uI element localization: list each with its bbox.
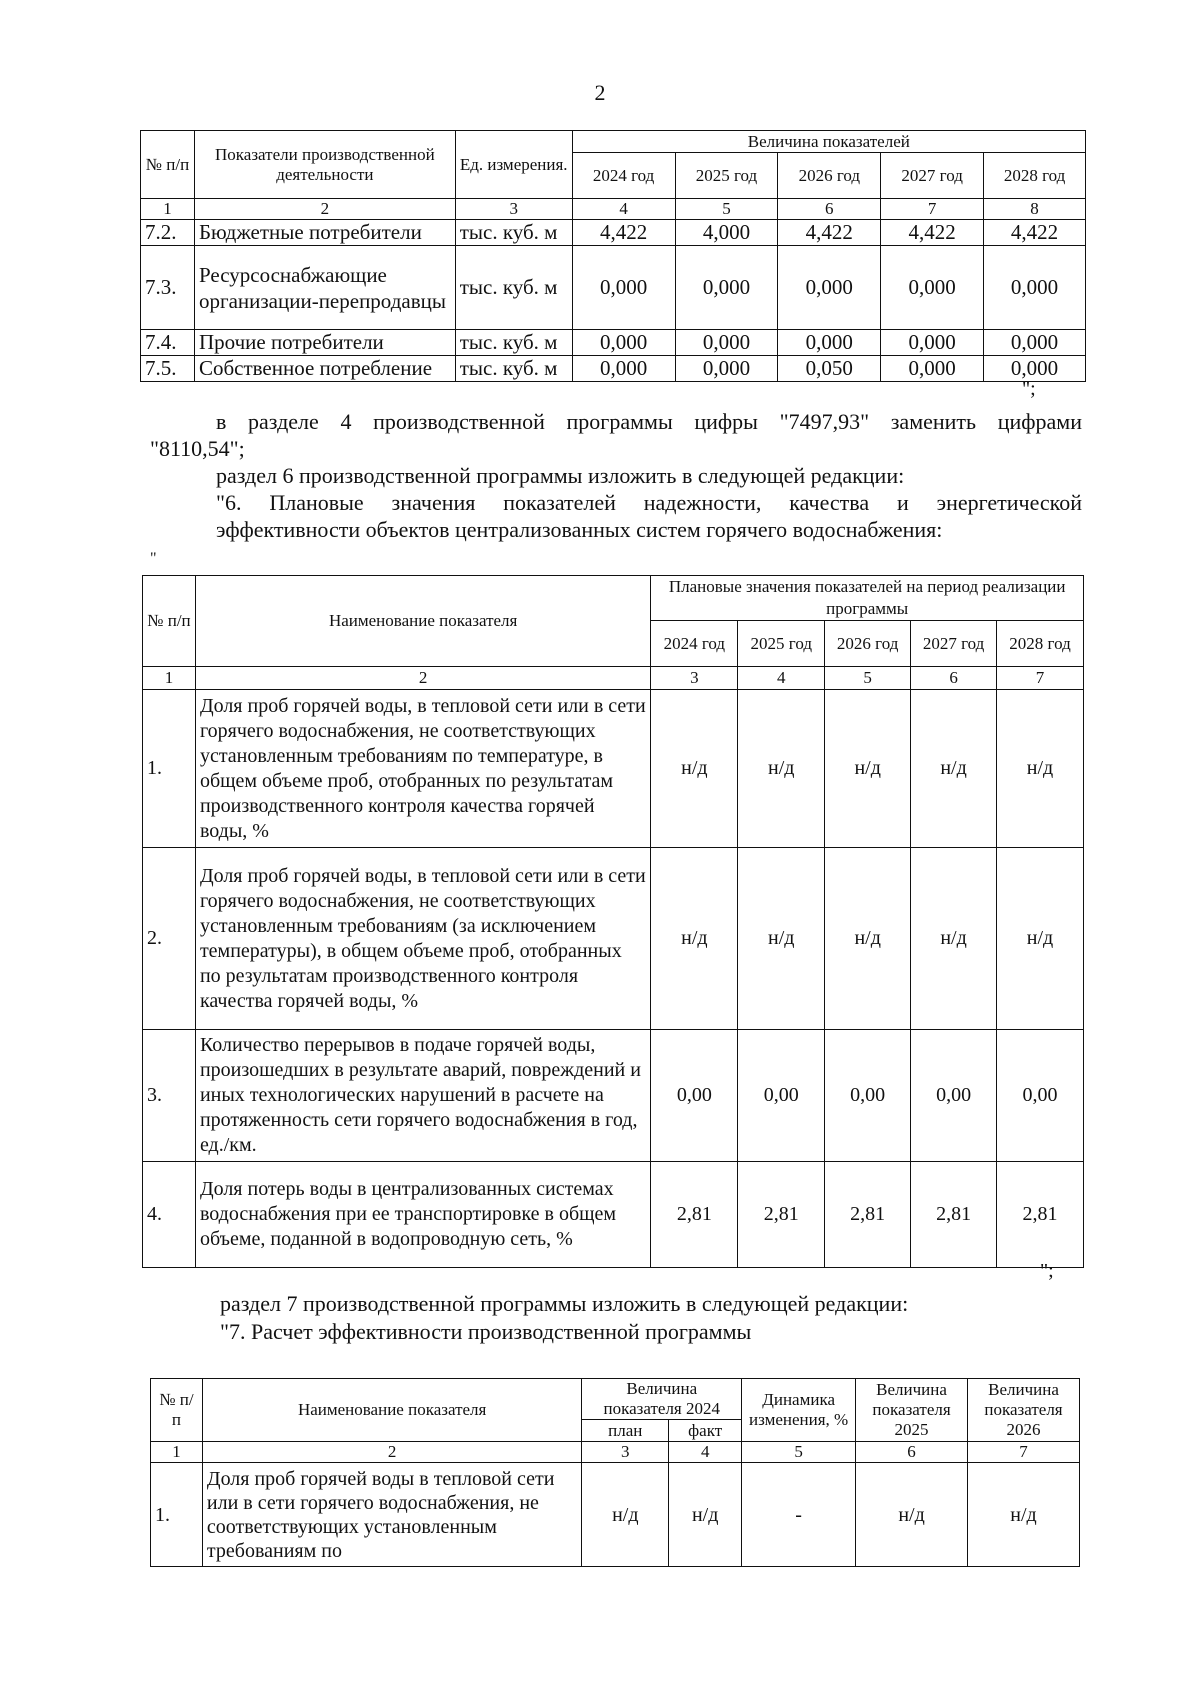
row-unit: тыс. куб. м: [455, 220, 572, 246]
header-year: 2025 год: [738, 621, 825, 667]
index-cell: 5: [825, 667, 911, 690]
index-cell: 3: [455, 199, 572, 220]
page-number: 2: [594, 80, 606, 105]
row-value: 2,81: [651, 1162, 738, 1268]
row-name: Собственное потребление: [194, 356, 455, 382]
header-indicator: Наименование показателя: [202, 1379, 581, 1442]
index-cell: 2: [194, 199, 455, 220]
header-values-group: Величина показателей: [572, 131, 1085, 153]
row-value: н/д: [911, 690, 997, 848]
row-value: 0,000: [984, 330, 1086, 356]
header-num: № п/п: [143, 576, 196, 667]
index-cell: 6: [856, 1442, 968, 1463]
table-row: [143, 690, 1084, 848]
row-value: н/д: [669, 1463, 742, 1567]
table-row: [143, 848, 1084, 1030]
header-year: 2025 год: [675, 153, 778, 199]
index-cell: 4: [738, 667, 825, 690]
index-cell: 8: [984, 199, 1086, 220]
row-num: 1.: [143, 690, 196, 848]
closing-quote-mark: ";: [1040, 1260, 1054, 1282]
header-plan: план: [582, 1420, 669, 1442]
row-num: 7.5.: [141, 356, 195, 382]
header-value-2024: Величина показателя 2024: [582, 1379, 742, 1420]
paragraph-line: раздел 6 производственной программы изложить в следующей редакции:: [216, 463, 905, 488]
row-name: Ресурсоснабжающие организации-перепродавцы: [194, 246, 455, 330]
row-num: 7.2.: [141, 220, 195, 246]
row-name: Доля потерь воды в централизованных системах водоснабжения при ее транспортировке в общем объеме, поданной в водопроводную сеть, %: [195, 1162, 650, 1268]
row-num: 4.: [143, 1162, 196, 1268]
header-year: 2026 год: [825, 621, 911, 667]
row-value: н/д: [997, 690, 1084, 848]
row-name: Доля проб горячей воды, в тепловой сети или в сети горячего водоснабжения, не соответствующих установленным требованиям (за исключением температуры), в общем объеме проб, отобранных по результатам производственного контроля качества горячей воды, %: [195, 848, 650, 1030]
index-cell: 7: [997, 667, 1084, 690]
row-num: 7.4.: [141, 330, 195, 356]
row-name: Бюджетные потребители: [194, 220, 455, 246]
row-value: 4,000: [675, 220, 778, 246]
index-cell: 2: [195, 667, 650, 690]
header-values-group: Плановые значения показателей на период реализации программы: [651, 576, 1084, 621]
row-value: н/д: [968, 1463, 1080, 1567]
paragraph-line: раздел 7 производственной программы изложить в следующей редакции:: [220, 1291, 909, 1316]
row-unit: тыс. куб. м: [455, 330, 572, 356]
row-value: 0,000: [675, 246, 778, 330]
row-value: 0,00: [738, 1030, 825, 1162]
table-row: [143, 1030, 1084, 1162]
efficiency-calculation-table: [150, 1378, 1080, 1567]
header-year: 2028 год: [997, 621, 1084, 667]
section-heading: "7. Расчет эффективности производственной программы: [220, 1319, 752, 1344]
row-name: Прочие потребители: [194, 330, 455, 356]
closing-quote-mark: ";: [1022, 378, 1036, 400]
row-num: 2.: [143, 848, 196, 1030]
row-num: 3.: [143, 1030, 196, 1162]
index-cell: 4: [669, 1442, 742, 1463]
row-value: 0,000: [984, 246, 1086, 330]
row-value: н/д: [911, 848, 997, 1030]
row-value: н/д: [856, 1463, 968, 1567]
row-value: 0,000: [572, 356, 675, 382]
row-value: 0,00: [997, 1030, 1084, 1162]
index-cell: 5: [675, 199, 778, 220]
table-row: [141, 246, 1086, 330]
index-cell: 6: [911, 667, 997, 690]
index-cell: 7: [881, 199, 984, 220]
index-cell: 2: [202, 1442, 581, 1463]
table-row: [151, 1463, 1080, 1567]
row-value: 2,81: [911, 1162, 997, 1268]
row-value: 0,000: [778, 330, 881, 356]
production-indicators-table: [140, 130, 1086, 382]
index-cell: 7: [968, 1442, 1080, 1463]
row-name: Количество перерывов в подаче горячей воды, произошедших в результате аварий, повреждений и иных технологических нарушений в расчете на протяженность сети горячего водоснабжения в год, ед./км.: [195, 1030, 650, 1162]
index-cell: 1: [141, 199, 195, 220]
header-num: № п/п: [151, 1379, 203, 1442]
table-row: [141, 220, 1086, 246]
row-value: н/д: [825, 848, 911, 1030]
header-indicator: Показатели производственной деятельности: [194, 131, 455, 199]
header-year: 2024 год: [572, 153, 675, 199]
row-name: Доля проб горячей воды, в тепловой сети или в сети горячего водоснабжения, не соответствующих установленным требованиям по температуре, в общем объеме проб, отобранных по результатам производственного контроля качества горячей воды, %: [195, 690, 650, 848]
index-cell: 4: [572, 199, 675, 220]
row-value: 0,000: [881, 246, 984, 330]
header-unit: Ед. измерения.: [455, 131, 572, 199]
row-value: н/д: [738, 690, 825, 848]
row-unit: тыс. куб. м: [455, 246, 572, 330]
index-cell: 3: [582, 1442, 669, 1463]
header-fact: факт: [669, 1420, 742, 1442]
table-row: [141, 330, 1086, 356]
header-value-2025: Величина показателя 2025: [856, 1379, 968, 1442]
row-value: 4,422: [778, 220, 881, 246]
paragraph-line: в разделе 4 производственной программы цифры "7497,93" заменить цифрами: [216, 409, 1082, 434]
paragraph-line: эффективности объектов централизованных систем горячего водоснабжения:: [216, 517, 943, 542]
row-value: н/д: [738, 848, 825, 1030]
row-value: 2,81: [997, 1162, 1084, 1268]
row-value: 0,000: [778, 246, 881, 330]
table-row: [143, 1162, 1084, 1268]
row-value: -: [742, 1463, 856, 1567]
row-value: 0,000: [881, 330, 984, 356]
row-value: 0,000: [675, 330, 778, 356]
row-value: 0,000: [675, 356, 778, 382]
header-year: 2028 год: [984, 153, 1086, 199]
row-value: 0,000: [572, 246, 675, 330]
row-value: 0,00: [825, 1030, 911, 1162]
header-num: № п/п: [141, 131, 195, 199]
row-value: 0,00: [911, 1030, 997, 1162]
row-value: н/д: [651, 690, 738, 848]
row-value: 2,81: [825, 1162, 911, 1268]
header-value-2026: Величина показателя 2026: [968, 1379, 1080, 1442]
header-indicator: Наименование показателя: [195, 576, 650, 667]
index-cell: 5: [742, 1442, 856, 1463]
row-value: н/д: [825, 690, 911, 848]
row-value: 4,422: [984, 220, 1086, 246]
row-value: 0,000: [572, 330, 675, 356]
row-value: 0,00: [651, 1030, 738, 1162]
header-year: 2027 год: [911, 621, 997, 667]
row-value: н/д: [997, 848, 1084, 1030]
opening-quote-mark: ": [150, 550, 157, 567]
table-row: [141, 356, 1086, 382]
row-unit: тыс. куб. м: [455, 356, 572, 382]
row-num: 7.3.: [141, 246, 195, 330]
row-value: 4,422: [572, 220, 675, 246]
index-cell: 3: [651, 667, 738, 690]
row-value: 0,000: [881, 356, 984, 382]
header-dynamics: Динамика изменения, %: [742, 1379, 856, 1442]
index-cell: 1: [151, 1442, 203, 1463]
index-cell: 6: [778, 199, 881, 220]
header-year: 2024 год: [651, 621, 738, 667]
planned-indicators-table: [142, 575, 1084, 1268]
header-year: 2026 год: [778, 153, 881, 199]
row-value: н/д: [651, 848, 738, 1030]
row-value: 4,422: [881, 220, 984, 246]
row-value: 0,000: [984, 356, 1086, 382]
paragraph-line: "8110,54";: [150, 436, 245, 461]
row-value: н/д: [582, 1463, 669, 1567]
row-value: 2,81: [738, 1162, 825, 1268]
paragraph-line: "6. Плановые значения показателей надежности, качества и энергетической: [216, 490, 1082, 515]
index-cell: 1: [143, 667, 196, 690]
row-num: 1.: [151, 1463, 203, 1567]
row-name: Доля проб горячей воды в тепловой сети или в сети горячего водоснабжения, не соответствующих установленным требованиям по: [202, 1463, 581, 1567]
row-value: 0,050: [778, 356, 881, 382]
header-year: 2027 год: [881, 153, 984, 199]
